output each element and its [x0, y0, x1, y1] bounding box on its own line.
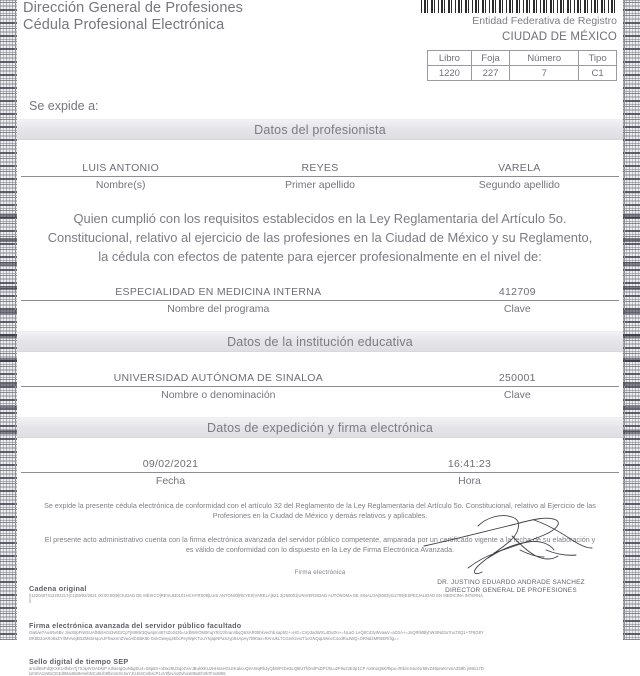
lead-paragraph-line-2: Constitucional, relativo al ejercicio de las profesiones en la Ciudad de México y su Reglamento,: [47, 230, 593, 245]
barcode-icon: [421, 0, 617, 13]
registry-value-foja: 227: [471, 66, 510, 81]
firma-avanzada-block: [17, 621, 623, 640]
signature-block: [413, 506, 609, 595]
field-institucion-clave-rule: [416, 385, 619, 387]
security-border-right: [623, 0, 640, 640]
field-primer-apellido-caption: Primer apellido: [284, 179, 355, 191]
registry-header-numero: Número: [510, 51, 579, 66]
field-segundo-apellido-rule: [420, 175, 619, 177]
field-nombres: [21, 162, 220, 191]
page-title: Dirección General de Profesiones: [23, 0, 244, 16]
field-programa-rule: [21, 299, 416, 301]
certificate-page: [17, 0, 623, 676]
issued-to-label: Se expide a:: [29, 99, 99, 113]
field-hora: [320, 458, 619, 487]
page-subtitle: Cédula Profesional Electrónica: [23, 17, 225, 33]
field-programa-clave-value: 412709: [498, 286, 536, 298]
firma-avanzada-body: Ow5/w7AusRv6Bv JrwS5pFiWSUAfNb6A043v6GrCpTjM9/9r3Qw4pm487sZo043b=UdbWnOM0mqYhSzzhran4bqQ6SAR05hkvechlLsap5G+=HG=CVp3adWXL4DuDn+=NLaG LeQ8Cd3vWvawV=aO2A+=JnQRlM8lyhW4tNd3u7nu7SQ1+7F8G8YDK8D2oARo8sZYrlMVvejEDZMs5HqoAJFhwaVnZVuoAlbSBK9b GnkOweyqzEbcPeyWpKTUuYNjapNPaSzypSsApAy7090ax=RAnUkL7CGerkzeioT1cGNQqLWmeC4odRuJWQ=ORNd2MR5ERrllg==: [29, 630, 484, 641]
section-header-expedicion-label: Datos de expedición y firma electrónica: [207, 420, 433, 435]
field-institucion: [21, 372, 416, 401]
field-fecha: [21, 458, 320, 487]
entidad-value: CIUDAD DE MÉXICO: [501, 31, 617, 43]
expedition-row: [17, 458, 623, 487]
field-institucion-clave: [416, 372, 619, 401]
field-institucion-value: UNIVERSIDAD AUTÓNOMA DE SINALOA: [113, 372, 324, 384]
registry-header-libro: Libro: [428, 51, 472, 66]
field-fecha-rule: [21, 471, 320, 473]
program-row: [17, 286, 623, 315]
cadena-original-body: ||1220407412202217|C1|09/02/2021 00:00:00|9|CIUDAD DE MÉXICO|REVL830101HCHYRS08|LUIS ANTONIO|REYES|VARELA|621 2|250001|UNIVERSIDAD AUTÓNOMA DE SINALOA|5003|412709|ESPECIALIDAD EN MEDICINA INTERNA||: [29, 593, 483, 604]
lead-paragraph-line-1: Quien cumplió con los requisitos establecidos en la Ley Reglamentaria del Artículo 5o.: [73, 211, 567, 226]
field-hora-value: 16:41:23: [447, 458, 492, 470]
signatory-role: DIRECTOR GENERAL DE PROFESIONES: [445, 587, 577, 594]
field-primer-apellido: [220, 162, 419, 191]
document-header: [17, 0, 623, 81]
field-institucion-clave-value: 250001: [498, 372, 536, 384]
field-programa-value: ESPECIALIDAD EN MEDICINA INTERNA: [115, 286, 322, 298]
field-primer-apellido-value: REYES: [301, 162, 339, 174]
field-institucion-rule: [21, 385, 416, 387]
registry-value-libro: 1220: [428, 66, 472, 81]
header-titles: [23, 0, 243, 34]
handwritten-signature-icon: [416, 506, 606, 578]
section-header-institucion: [17, 331, 623, 352]
lead-paragraph: [17, 209, 623, 266]
section-header-profesionista: [17, 119, 623, 140]
registry-value-numero: 7: [510, 66, 579, 81]
field-segundo-apellido-caption: Segundo apellido: [478, 179, 560, 191]
field-nombres-caption: Nombre(s): [95, 179, 146, 191]
security-border-left: [0, 0, 17, 640]
registry-header-tipo: Tipo: [579, 51, 617, 66]
field-programa-clave-caption: Clave: [503, 303, 531, 315]
field-nombres-value: LUIS ANTONIO: [82, 162, 160, 174]
field-fecha-caption: Fecha: [155, 475, 186, 487]
sello-digital-body: ansdlBvPdQKXKU4fvbnTj7XJipIVOADkIP AthaetgOuNbgEU4=08p6S+rd8xz8USqoGsVJBuhXKUJHHnaHGLEKakcuQnAr8qRhJyQbWPzDe3LQ6lUTh0rxlPxDPlJhLu2F9u22E3p1CP Ax9nxQ5KRkpu=Rtbzn44uXsr58vZ49prwKmmA3S8b jnIBx17Dlo0IGA1xWxCE3d0Ma4Bv8enebNCu5Ub8ftxnmzKJwYJUJd4CvIbscP1xV8fxvAoDvhoxM5uEh3k7FsxW65: [29, 665, 484, 676]
table-row-headers: [428, 51, 617, 66]
border-rule-left: [15, 0, 16, 640]
field-programa: [21, 286, 416, 315]
lead-paragraph-line-3: la cédula con efectos de patente para ejercer profesionalmente en el nivel de:: [98, 249, 542, 264]
firma-electronica-label: Firma electrónica: [294, 569, 346, 576]
table-row-values: [428, 66, 617, 81]
registry-table: [427, 50, 617, 81]
field-programa-caption: Nombre del programa: [167, 303, 270, 315]
legal-paragraph-2: El presente acto administrativo cuenta con la firma electrónica avanzada del servidor público competente, amparada por un certificado vigente a la fecha de su elaboración y es válido de conformidad con lo dispuesto en la Ley de Firma Electrónica Avanzada.: [44, 535, 596, 554]
institution-row: [17, 372, 623, 401]
sello-digital-title: Sello digital de tiempo SEP: [29, 656, 129, 666]
field-hora-rule: [320, 471, 619, 473]
registry-header-foja: Foja: [471, 51, 510, 66]
legal-paragraph-1: Se expide la presente cédula electrónica de conformidad con el artículo 32 del Reglamento de la Ley Reglamentaria del Artículo 5o. Constitucional, relativo al Ejercicio de las Profesiones en la Ciudad de México y demás relativos y aplicables.: [44, 501, 596, 520]
signatory-name: DR. JUSTINO EDUARDO ANDRADE SANCHEZ: [437, 579, 585, 586]
field-fecha-value: 09/02/2021: [142, 458, 199, 470]
name-fields-row: [17, 162, 623, 191]
field-segundo-apellido-value: VARELA: [498, 162, 541, 174]
sello-digital-block: [17, 657, 623, 676]
firma-avanzada-title: Firma electrónica avanzada del servidor público facultado: [29, 621, 242, 631]
entidad-label: Entidad Federativa de Registro: [472, 15, 617, 27]
field-institucion-caption: Nombre o denominación: [161, 389, 276, 401]
field-programa-clave-rule: [416, 299, 619, 301]
section-header-expedicion: [17, 417, 623, 438]
field-nombres-rule: [21, 175, 220, 177]
field-institucion-clave-caption: Clave: [503, 389, 531, 401]
registry-value-tipo: C1: [579, 66, 617, 81]
field-programa-clave: [416, 286, 619, 315]
header-registry: [411, 0, 617, 81]
field-primer-apellido-rule: [220, 175, 419, 177]
cadena-original-title: Cadena original: [29, 584, 87, 593]
border-rule-right: [624, 0, 625, 640]
section-header-institucion-label: Datos de la institución educativa: [227, 334, 413, 349]
field-hora-caption: Hora: [458, 475, 481, 487]
section-header-profesionista-label: Datos del profesionista: [254, 122, 386, 137]
field-segundo-apellido: [420, 162, 619, 191]
